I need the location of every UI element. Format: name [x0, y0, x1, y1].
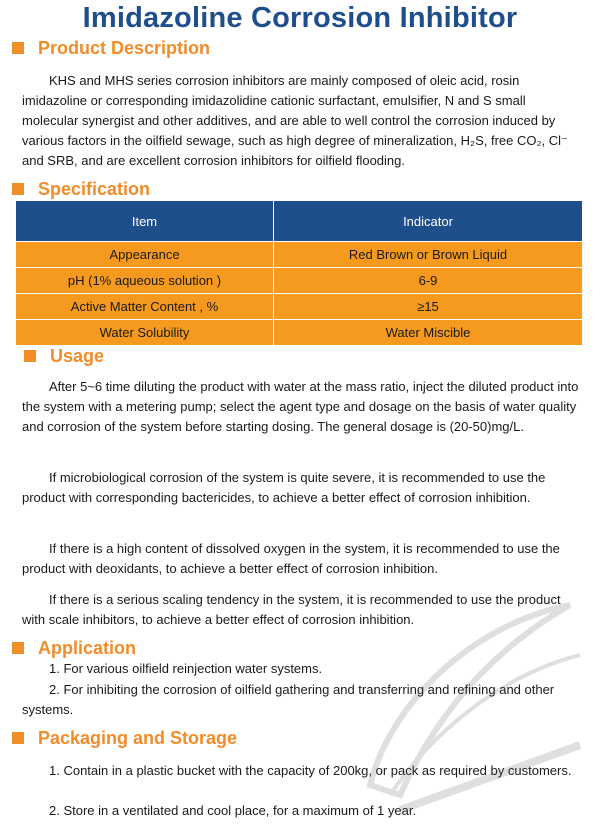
packaging-item: 2. Store in a ventilated and cool place, for a maximum of 1 year.: [49, 803, 417, 818]
specification-table: [15, 200, 583, 346]
table-row: [16, 294, 583, 320]
cell-indicator: 6-9: [274, 268, 583, 294]
table-header-row: [16, 201, 583, 242]
column-header-indicator: Indicator: [274, 201, 583, 242]
section-heading-packaging: [12, 726, 237, 750]
column-header-item: Item: [16, 201, 274, 242]
page-title: Imidazoline Corrosion Inhibitor: [82, 2, 518, 34]
section-heading-application: [12, 636, 136, 660]
bullet-square-icon: [12, 42, 24, 54]
cell-item: Appearance: [16, 242, 274, 268]
application-item: 1. For various oilfield reinjection water systems.: [49, 661, 323, 676]
packaging-item: 1. Contain in a plastic bucket with the capacity of 200kg, or pack as required by customers.: [49, 763, 572, 778]
description-text: KHS and MHS series corrosion inhibitors are mainly composed of oleic acid, rosin imidazoline or corresponding imidazolidine cationic surfactant, emulsifier, N and S small molecular synergist and other additives, and are able to well control the corrosion induced by various factors in the oilfield sewage, such as high degree of mineralization, H₂S, free CO₂, Cl⁻ and SRB, and are excellent corrosion inhibitors for oilfield flooding.: [22, 73, 568, 168]
bullet-square-icon: [24, 350, 36, 362]
heading-text: Usage: [50, 345, 105, 366]
cell-indicator: Water Miscible: [274, 320, 583, 346]
cell-indicator: ≥15: [274, 294, 583, 320]
usage-paragraph: If there is a high content of dissolved oxygen in the system, it is recommended to use the product with deoxidants, to achieve a better effect of corrosion inhibition.: [22, 541, 560, 576]
cell-item: Active Matter Content , %: [16, 294, 274, 320]
application-item: 2. For inhibiting the corrosion of oilfield gathering and transferring and refining and other systems.: [22, 682, 555, 717]
usage-paragraph: If microbiological corrosion of the system is quite severe, it is recommended to use the product with corresponding bactericides, to achieve a better effect of corrosion inhibition.: [22, 470, 546, 505]
cell-item: pH (1% aqueous solution ): [16, 268, 274, 294]
bullet-square-icon: [12, 183, 24, 195]
heading-text: Specification: [38, 178, 151, 199]
bullet-square-icon: [12, 732, 24, 744]
heading-text: Application: [38, 637, 136, 658]
usage-paragraph: After 5~6 time diluting the product with water at the mass ratio, inject the diluted product into the system with a metering pump; select the agent type and dosage on the basis of water quality and corrosion of the system before starting dosing. The general dosage is (20-50)mg/L.: [22, 379, 579, 434]
heading-text: Packaging and Storage: [38, 727, 238, 748]
section-heading-description: [12, 36, 210, 60]
table-row: [16, 242, 583, 268]
section-heading-specification: [12, 177, 150, 201]
table-row: [16, 320, 583, 346]
table-row: [16, 268, 583, 294]
section-heading-usage: [24, 344, 104, 368]
usage-paragraph: If there is a serious scaling tendency in the system, it is recommended to use the product with scale inhibitors, to achieve a better effect of corrosion inhibition.: [22, 592, 561, 627]
cell-indicator: Red Brown or Brown Liquid: [274, 242, 583, 268]
cell-item: Water Solubility: [16, 320, 274, 346]
bullet-square-icon: [12, 642, 24, 654]
heading-text: Product Description: [38, 37, 211, 58]
